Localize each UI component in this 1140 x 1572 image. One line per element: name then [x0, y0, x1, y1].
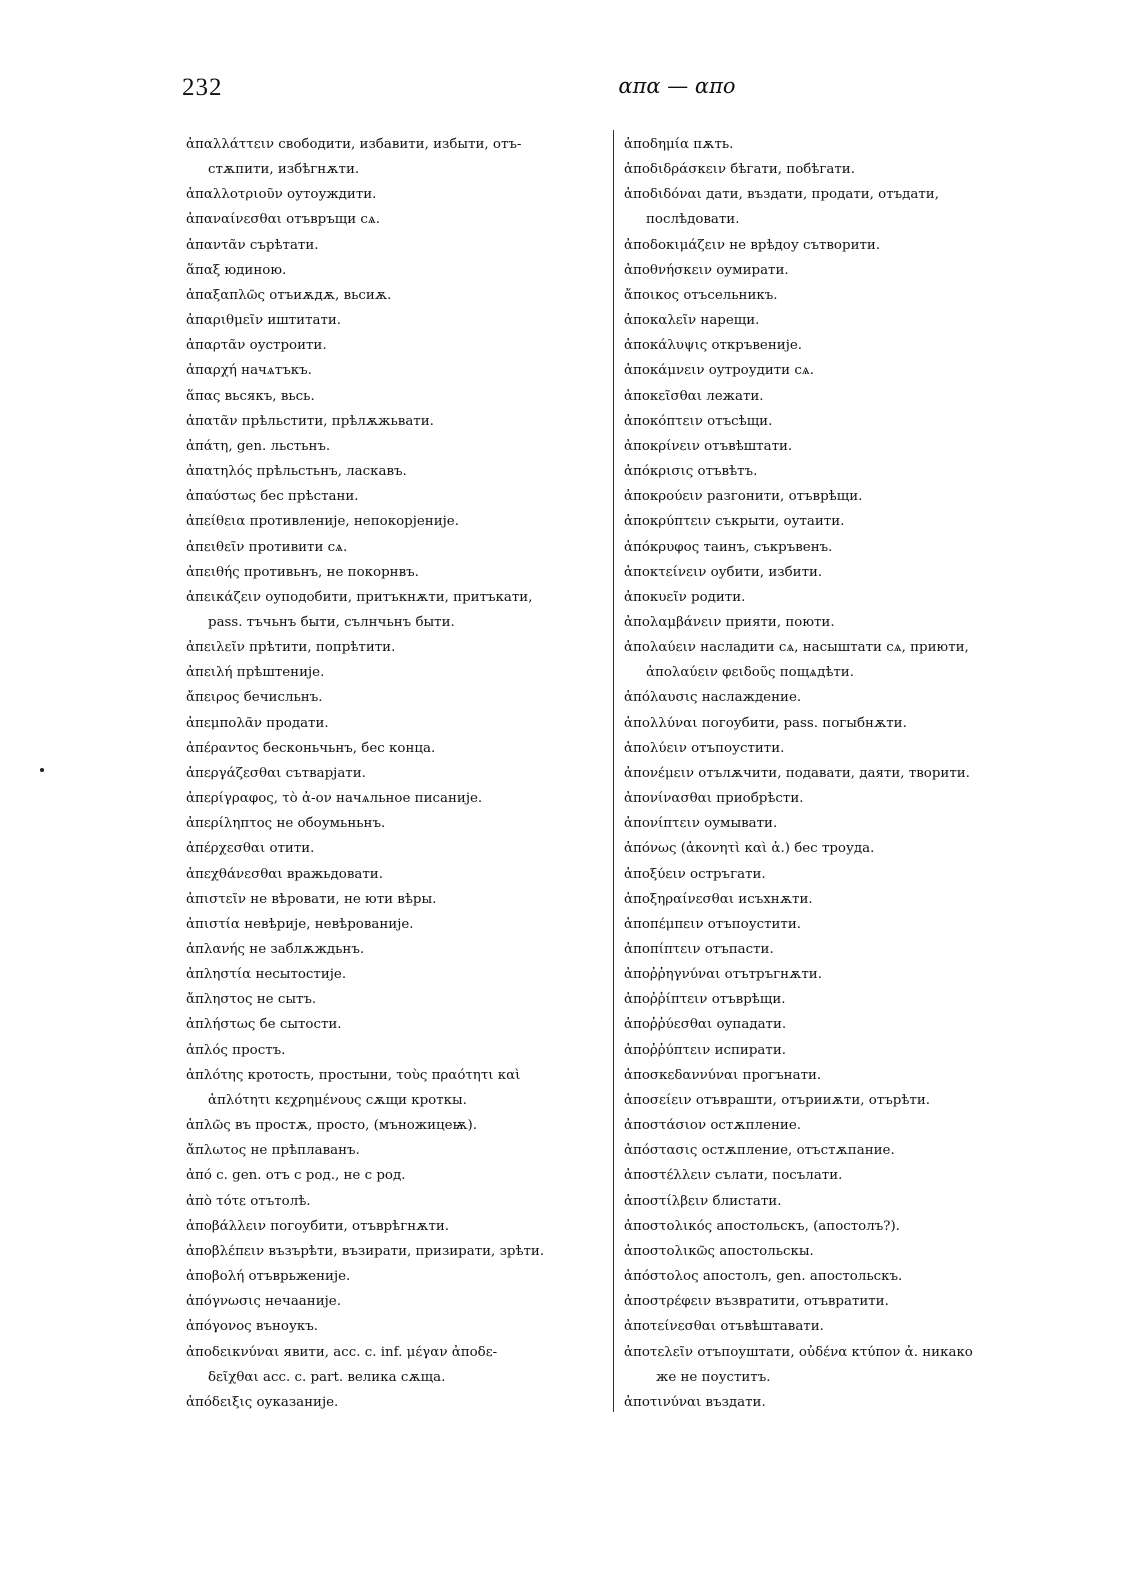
dictionary-entry: ἀποξηραίνεσθαι исъхнѫти.	[624, 891, 813, 907]
dictionary-entry: ἀπάτη, gen. льстьнъ.	[186, 438, 331, 454]
dictionary-entry: ἀπαρχή начѧтъкъ.	[186, 363, 312, 379]
dictionary-entry: ἀποκαλεῖν нарещи.	[624, 313, 760, 329]
dictionary-entry: ἀπόστολος апостолъ, gen. апостольскъ.	[624, 1269, 903, 1285]
dictionary-entry: ἀποδιδόναι дати, въздати, продати, отъдати,	[624, 187, 939, 203]
dictionary-entry: ἀπόκρισις отъвѣтъ.	[624, 464, 758, 480]
speck-mark	[40, 768, 44, 772]
dictionary-entry: ἀπειλή прѣштеније.	[186, 665, 325, 681]
dictionary-entry: ἀποτελεῖν отъпоуштати, οὐδένα κτύπον ἀ. никако	[624, 1344, 973, 1360]
dictionary-entry: ἀπερίληπτος не обоумьньнъ.	[186, 816, 386, 832]
dictionary-entry: ἀποδοκιμάζειν не врѣдоу сътворити.	[624, 237, 881, 253]
running-head: απα — απο	[618, 74, 736, 98]
dictionary-entry: ἀπέραντος бесконьчьнъ, бес конца.	[186, 740, 436, 756]
entry-continuation: δεῖχθαι acc. c. part. велика сѫща.	[208, 1369, 446, 1385]
dictionary-entry: ἀποστίλβειν блистати.	[624, 1193, 782, 1209]
dictionary-entry: ἀπιστία невѣрије, невѣрованије.	[186, 916, 414, 932]
dictionary-entry: ἀποδημία пѫть.	[624, 137, 734, 152]
dictionary-entry: ἀπόστασις остѫпление, отъстѫпание.	[624, 1143, 895, 1159]
dictionary-entry: ἁπαξαπλῶς отъиѫдѫ, вьсиѫ.	[186, 287, 392, 303]
dictionary-entry: ἀποσείειν отъврашти, отърииѫти, отърѣти.	[624, 1092, 930, 1108]
dictionary-entry: ἀποκάλυψις откръвеније.	[624, 338, 803, 354]
dictionary-entry: ἀποκρίνειν отъвѣштати.	[624, 438, 793, 454]
dictionary-entry: ἀπόγνωσις нечаанијe.	[186, 1294, 341, 1310]
dictionary-entry: ἀποπέμπειν отъпоустити.	[624, 916, 802, 932]
dictionary-entry: ἀπέρχεσθαι отити.	[186, 841, 315, 857]
dictionary-entry: ἀποστολικῶς апостольскы.	[624, 1243, 814, 1259]
column-divider	[613, 130, 614, 1412]
dictionary-entry: ἀπονίπτειν оумывати.	[624, 816, 778, 832]
entry-continuation: ἁπλότητι κεχρημένους сѫщи кроткы.	[208, 1092, 467, 1108]
dictionary-entry: ἀπατηλός прѣльстьнъ, ласкавъ.	[186, 464, 407, 480]
dictionary-entry: ἀποῤῥύεσθαι оупадати.	[624, 1017, 787, 1033]
entry-continuation: pass. тъчьнъ быти, сълнчьнъ быти.	[208, 614, 455, 630]
dictionary-entry: ἁπλῶς въ простѫ, просто, (мъножицеѭ).	[186, 1118, 477, 1134]
dictionary-entry: ἀπεργάζεσθαι сътварјати.	[186, 765, 366, 781]
dictionary-entry: ἁπλός простъ.	[186, 1042, 286, 1058]
dictionary-entry: ἀποκρούειν разгонити, отъврѣщи.	[624, 489, 863, 505]
dictionary-entry: ἀπεχθάνεσθαι вражьдовати.	[186, 866, 383, 882]
dictionary-entry: ἀπειθεῖν противити сѧ.	[186, 539, 348, 555]
dictionary-entry: ἀπαλλάττειν свободити, избавити, избыти, отъ-	[186, 137, 522, 152]
entry-continuation: послѣдовати.	[646, 212, 740, 228]
dictionary-entry: ἀπαναίνεσθαι отъвръщи сѧ.	[186, 212, 381, 228]
dictionary-entry: ἄπληστος не сытъ.	[186, 992, 317, 1008]
dictionary-entry: ἀποπίπτειν отъпасти.	[624, 942, 774, 957]
dictionary-entry: ἀπαύστως бес прѣстани.	[186, 489, 359, 505]
dictionary-entry: ἀποδιδράσκειν бѣгати, побѣгати.	[624, 162, 855, 178]
dictionary-entry: ἀπολύειν отъпоустити.	[624, 740, 785, 756]
dictionary-entry: ἀποβολή отъврьженије.	[186, 1269, 351, 1285]
dictionary-entry: ἀπατᾶν прѣльстити, прѣлѫжьвати.	[186, 413, 434, 429]
dictionary-entry: ἀποδεικνύναι явити, acc. c. inf. μέγαν ἀποδε-	[186, 1344, 498, 1360]
dictionary-entry: ἀπλανής не заблѫждьнъ.	[186, 942, 365, 957]
page-number: 232	[182, 74, 223, 101]
dictionary-entry: ἅπας вьсякъ, вьсь.	[186, 388, 315, 404]
dictionary-entry: ἀπόδειξις оуказаније.	[186, 1394, 339, 1410]
dictionary-entry: ἀποκτείνειν оубити, избити.	[624, 564, 823, 580]
dictionary-entry: ἀπὸ τότε отътолѣ.	[186, 1193, 311, 1209]
right-column	[624, 132, 1054, 1415]
dictionary-entry: ἀπαντᾶν сърѣтати.	[186, 237, 319, 253]
dictionary-entry: ἄποικος отъсельникъ.	[624, 287, 778, 303]
dictionary-entry: ἀποβλέπειν възърѣти, възирати, призирати, зрѣти.	[186, 1243, 545, 1259]
dictionary-entry: ἀπόλαυσις наслаждение.	[624, 690, 802, 706]
entry-continuation: ἀπολαύειν φειδοῦς пощѧдѣти.	[646, 665, 854, 681]
dictionary-entry: ἀπειλεῖν прѣтити, попрѣтити.	[186, 640, 396, 656]
dictionary-entry: ἀπαλλοτριοῦν оутоуждити.	[186, 187, 377, 203]
dictionary-entry: ἀπιστεῖν не вѣровати, не юти вѣры.	[186, 891, 437, 907]
dictionary-entry: ἀπόκρυφος таинъ, съкръвенъ.	[624, 539, 833, 555]
dictionary-entry: ἀπολλύναι погоубити, pass. погыбнѫти.	[624, 715, 907, 731]
dictionary-entry: ἀπειθής противьнъ, не покорнвъ.	[186, 564, 419, 580]
dictionary-entry: ἀπαρτᾶν оустроити.	[186, 338, 327, 354]
dictionary-entry: ἀποστρέφειν възвратити, отъвратити.	[624, 1294, 889, 1310]
dictionary-entry: ἀποβάλλειν погоубити, отъврѣгнѫти.	[186, 1218, 450, 1234]
dictionary-entry: ἀπεικάζειν оуподобити, притъкнѫти, притъкати,	[186, 589, 533, 605]
dictionary-entry: ἀποθνήσκειν оумирати.	[624, 262, 789, 278]
dictionary-entry: ἀπονίνασθαι приобрѣсти.	[624, 791, 804, 807]
dictionary-entry: ἀποκόπτειν отъсѣщи.	[624, 413, 773, 429]
dictionary-entry: ἀπλήστως бе сытости.	[186, 1017, 342, 1033]
dictionary-entry: ἀπόνως (ἀκονητὶ καὶ ἀ.) бес троуда.	[624, 841, 875, 857]
dictionary-entry: ἀπονέμειν отълѫчити, подавати, даяти, творити.	[624, 765, 970, 781]
dictionary-entry: ἀπεμπολᾶν продати.	[186, 715, 329, 731]
page-header	[182, 74, 1052, 108]
dictionary-entry: ἀποστάσιον остѫпление.	[624, 1118, 802, 1134]
dictionary-entry: ἀποτινύναι въздати.	[624, 1394, 766, 1410]
dictionary-entry: ἀποκυεῖν родити.	[624, 589, 746, 605]
dictionary-entry: ἀποῤῥηγνύναι отътръгнѫти.	[624, 967, 822, 983]
dictionary-entry: ἀπό c. gen. отъ с род., не с род.	[186, 1168, 406, 1184]
dictionary-entry: ἄπλωτος не прѣплаванъ.	[186, 1143, 360, 1159]
dictionary-entry: ἀποκάμνειν оутроудити сѧ.	[624, 363, 815, 379]
dictionary-entry: ἄπειρος бечисльнъ.	[186, 690, 323, 706]
dictionary-entry: ἀπολαύειν насладити сѧ, насыштати сѧ, приюти,	[624, 640, 969, 656]
dictionary-entry: ἀποκρύπτειν съкрыти, оутаити.	[624, 514, 845, 530]
dictionary-entry: ἀποτείνεσθαι отъвѣштавати.	[624, 1319, 824, 1335]
dictionary-entry: ἀπαριθμεῖν иштитати.	[186, 313, 342, 329]
entry-continuation: же не поуститъ.	[656, 1369, 771, 1385]
dictionary-entry: ἀποῤῥίπτειν отъврѣщи.	[624, 992, 786, 1008]
dictionary-entry: ἅπαξ юдиною.	[186, 262, 287, 278]
dictionary-entry: ἁπλότης кротость, простыни, τοὺς πραότητι καὶ	[186, 1067, 521, 1083]
dictionary-entry: ἀποστέλλειν сълати, посълати.	[624, 1168, 843, 1184]
dictionary-entry: ἀπείθεια противленије, непокорјеније.	[186, 514, 459, 530]
dictionary-entry: ἀποσκεδαννύναι прогънати.	[624, 1067, 822, 1083]
dictionary-entry: ἀποῤῥύπτειν испирати.	[624, 1042, 787, 1058]
dictionary-entry: ἀπληστία несытостије.	[186, 967, 347, 983]
left-column	[186, 132, 608, 1415]
entry-continuation: стѫпити, избѣгнѫти.	[208, 162, 360, 178]
dictionary-entry: ἀποκεῖσθαι лежати.	[624, 388, 764, 404]
dictionary-entry: ἀποστολικός апостольскъ, (апостолъ?).	[624, 1218, 900, 1234]
dictionary-entry: ἀπόγονος въноукъ.	[186, 1319, 318, 1335]
dictionary-entry: ἀποξύειν остръгати.	[624, 866, 766, 882]
dictionary-entry: ἀπολαμβάνειν прияти, поюти.	[624, 614, 835, 630]
dictionary-entry: ἀπερίγραφος, τὸ ἀ-ον начѧльное писаније.	[186, 791, 483, 807]
